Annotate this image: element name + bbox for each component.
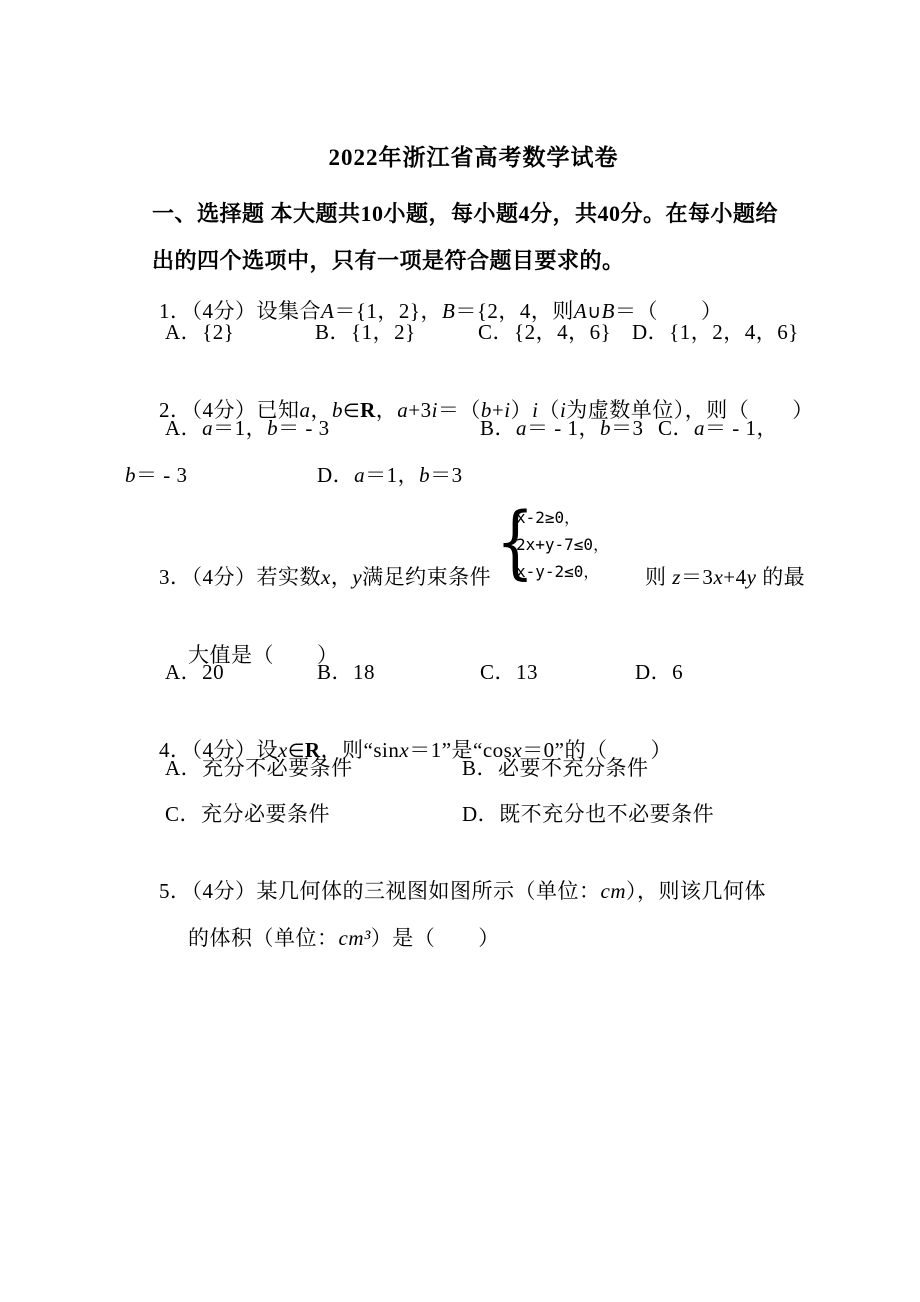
text-run: 4．（4分）设 <box>159 738 278 762</box>
text-run: A． <box>165 416 203 440</box>
text-run: 大值是（ ） <box>188 643 339 667</box>
option-a: A．充分不必要条件 <box>165 756 353 780</box>
text-run: ＝3 <box>430 463 463 487</box>
text-run: i <box>532 398 539 422</box>
text-run: ＝3 <box>680 565 714 589</box>
text-run: i <box>559 398 567 422</box>
option-a <box>165 413 330 443</box>
option-b <box>480 413 644 443</box>
text-run: R <box>304 738 321 762</box>
text-run: a <box>516 416 528 440</box>
option-c: C．充分必要条件 <box>165 802 331 826</box>
text-run: 的最 <box>756 565 806 589</box>
text-run: 的体积（单位： <box>188 926 339 950</box>
text-run: 满足约束条件 <box>362 565 492 589</box>
text-run: x <box>512 738 523 762</box>
text-run: + <box>491 398 505 422</box>
element-of-symbol: ∈ <box>287 740 305 762</box>
text-run: +4 <box>723 565 747 589</box>
question-3-stem-right <box>622 532 805 622</box>
text-run: a <box>202 416 214 440</box>
option-a: A．{2} <box>165 320 235 344</box>
text-run: ＝1， <box>365 463 420 487</box>
text-run: B <box>601 299 615 323</box>
text-run: b <box>267 416 279 440</box>
text-run: ＝ - 1， <box>527 416 601 440</box>
constraint-3: x-y-2≤0， <box>516 562 600 581</box>
text-run: a <box>354 463 366 487</box>
text-run: ＝ - 1， <box>705 416 779 440</box>
text-run: ， <box>310 398 332 422</box>
text-run: x <box>713 565 724 589</box>
text-run: ＝{2，4，则 <box>455 299 574 323</box>
text-run: ，则“sin <box>320 738 400 762</box>
text-run: b <box>125 463 136 487</box>
text-run: x <box>399 738 410 762</box>
text-run: +3 <box>408 398 432 422</box>
text-run: 一、选择题 本大题共10小题，每小题4分，共40分。在每小题给 <box>152 201 779 226</box>
text-run: a <box>397 398 409 422</box>
constraint-2: 2x+y-7≤0， <box>516 535 610 554</box>
question-3-stem-left <box>136 532 491 622</box>
text-run: b <box>419 463 431 487</box>
text-run: ＝1， <box>213 416 268 440</box>
text-run: ＝（ ） <box>615 299 723 323</box>
option-c-continuation <box>125 460 188 490</box>
text-run: ， <box>330 565 353 589</box>
text-run: ， <box>375 398 398 422</box>
text-run: ） <box>510 398 533 422</box>
text-run: 出的四个选项中，只有一项是符合题目要求的。 <box>152 248 625 273</box>
text-run: ＝0”的（ ） <box>522 738 673 762</box>
text-run: x <box>278 738 288 762</box>
text-run: y <box>352 565 363 589</box>
text-run: 3．（4分）若实数 <box>159 565 321 589</box>
option-b: B．{1，2} <box>315 320 416 344</box>
constraint-1: x-2≥0， <box>516 508 581 527</box>
element-of-symbol: ∈ <box>343 400 361 422</box>
text-run: ＝（ <box>437 398 481 422</box>
system-brace: { <box>496 495 535 588</box>
option-d: D．6 <box>635 660 684 684</box>
option-b: B．必要不充分条件 <box>462 756 649 780</box>
text-run: 为虚数单位），则（ ） <box>566 398 814 422</box>
option-d <box>317 460 463 490</box>
text-run: i <box>504 398 511 422</box>
text-run: 5．（4分）某几何体的三视图如图所示（单位： <box>159 879 601 903</box>
text-run: b <box>332 398 343 422</box>
option-c: C．13 <box>480 660 539 684</box>
option-b: B．18 <box>317 660 376 684</box>
option-d: D．{1，2，4，6} <box>632 320 799 344</box>
text-run: 则 <box>645 565 673 589</box>
text-run: ＝ - 3 <box>278 416 330 440</box>
text-run: A <box>321 299 335 323</box>
text-run: ＝1”是“cos <box>409 738 513 762</box>
option-c: C．{2，4，6} <box>478 320 612 344</box>
text-run: a <box>299 398 311 422</box>
text-run: A <box>573 299 588 323</box>
text-run: ＝ - 3 <box>136 463 188 487</box>
text-run: z <box>672 565 681 589</box>
text-run: B <box>442 299 456 323</box>
text-run: ），则该几何体 <box>626 879 766 903</box>
text-run: （ <box>538 398 560 422</box>
text-run: 2．（4分）已知 <box>159 398 300 422</box>
text-run: D． <box>317 463 355 487</box>
option-c <box>658 413 778 443</box>
text-run: ）是（ ） <box>370 926 500 950</box>
text-run: 1．（4分）设集合 <box>159 299 321 323</box>
text-run: y <box>746 565 757 589</box>
text-run: b <box>600 416 612 440</box>
text-run: 2022年浙江省高考数学试卷 <box>328 145 619 170</box>
text-run: ＝{1，2}， <box>334 299 442 323</box>
text-run: i <box>431 398 438 422</box>
option-d: D．既不充分也不必要条件 <box>462 802 715 826</box>
union-symbol: ∪ <box>587 301 602 323</box>
question-5-stem-line-2 <box>165 893 500 983</box>
text-run: R <box>360 398 376 422</box>
text-run: C． <box>658 416 695 440</box>
text-run: B． <box>480 416 517 440</box>
text-run: cm³ <box>338 926 371 950</box>
text-run: x <box>321 565 331 589</box>
text-run: ＝3 <box>611 416 644 440</box>
text-run: cm <box>600 879 626 903</box>
text-run: b <box>480 398 492 422</box>
text-run: a <box>694 416 706 440</box>
option-a: A．20 <box>165 660 225 684</box>
